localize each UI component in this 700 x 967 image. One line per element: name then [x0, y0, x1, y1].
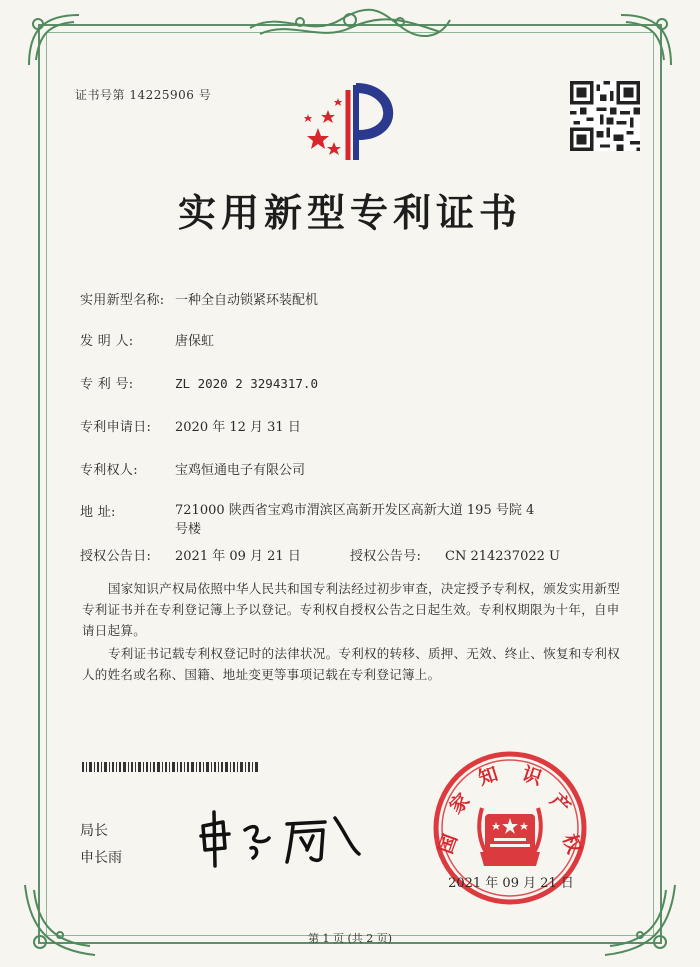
legal-status-paragraph: 专利证书记载专利权登记时的法律状况。专利权的转移、质押、无效、终止、恢复和专利权人的姓名或名称、国籍、地址变更等事项记载在专利登记簿上。: [82, 646, 621, 682]
field-label: 专利权人:: [80, 463, 138, 478]
field-value: CN 214237022 U: [445, 549, 560, 564]
field-inventor: [80, 330, 214, 349]
field-value: 721000 陕西省宝鸡市渭滨区高新开发区高新大道 195 号院 4 号楼: [175, 503, 535, 537]
field-label: 专 利 号:: [80, 377, 134, 392]
qr-code: [570, 80, 640, 152]
field-label: 地 址:: [80, 505, 116, 520]
signer-name: 申长雨: [80, 850, 122, 866]
svg-text:国: 国: [434, 831, 462, 857]
signer-title: 局长: [80, 823, 108, 839]
field-value: ZL 2020 2 3294317.0: [175, 376, 318, 391]
field-grant-date: [80, 545, 301, 564]
field-patentee: [80, 459, 305, 478]
field-label: 授权公告日:: [80, 549, 152, 564]
svg-text:家: 家: [445, 789, 475, 819]
barcode-strip: [82, 762, 260, 772]
field-patent-number: [80, 373, 318, 392]
field-label: 专利申请日:: [80, 420, 152, 435]
corner-ornament-top-left: [24, 10, 84, 70]
handwritten-signature: [195, 808, 365, 868]
svg-text:识: 识: [519, 762, 545, 790]
certificate-title: 实用新型专利证书: [177, 190, 522, 235]
field-filing-date: [80, 416, 301, 435]
field-value: 一种全自动锁紧环装配机: [175, 293, 319, 308]
corner-ornament-top-right: [616, 10, 676, 70]
svg-text:知: 知: [475, 762, 501, 790]
corner-ornament-bottom-right: [600, 880, 680, 960]
field-grant-number: [350, 545, 560, 564]
svg-text:权: 权: [558, 831, 586, 857]
seal-date: 2021 年 09 月 21 日: [448, 876, 574, 891]
corner-ornament-bottom-left: [20, 880, 100, 960]
field-address: [80, 501, 640, 541]
field-utility-model-name: [80, 289, 318, 308]
field-label: 实用新型名称:: [80, 293, 165, 308]
grant-statement-paragraph: 国家知识产权局依照中华人民共和国专利法经过初步审查，决定授予专利权，颁发实用新型专利证书并在专利登记簿上予以登记。专利权自授权公告之日起生效。专利权期限为十年，自申请日起算。: [82, 581, 621, 638]
field-label: 发 明 人:: [80, 334, 134, 349]
field-value: 2021 年 09 月 21 日: [175, 549, 301, 564]
field-value: 2020 年 12 月 31 日: [175, 420, 301, 435]
field-value: 唐保虹: [175, 334, 215, 349]
page-indicator: 第 1 页 (共 2 页): [307, 932, 393, 945]
top-ornament: [240, 8, 460, 42]
cnipa-logo: [296, 80, 406, 165]
svg-text:产: 产: [545, 789, 575, 819]
certificate-number: 证书号第 14225906 号: [75, 88, 212, 102]
field-value: 宝鸡恒通电子有限公司: [175, 463, 306, 478]
field-label: 授权公告号:: [350, 549, 422, 564]
